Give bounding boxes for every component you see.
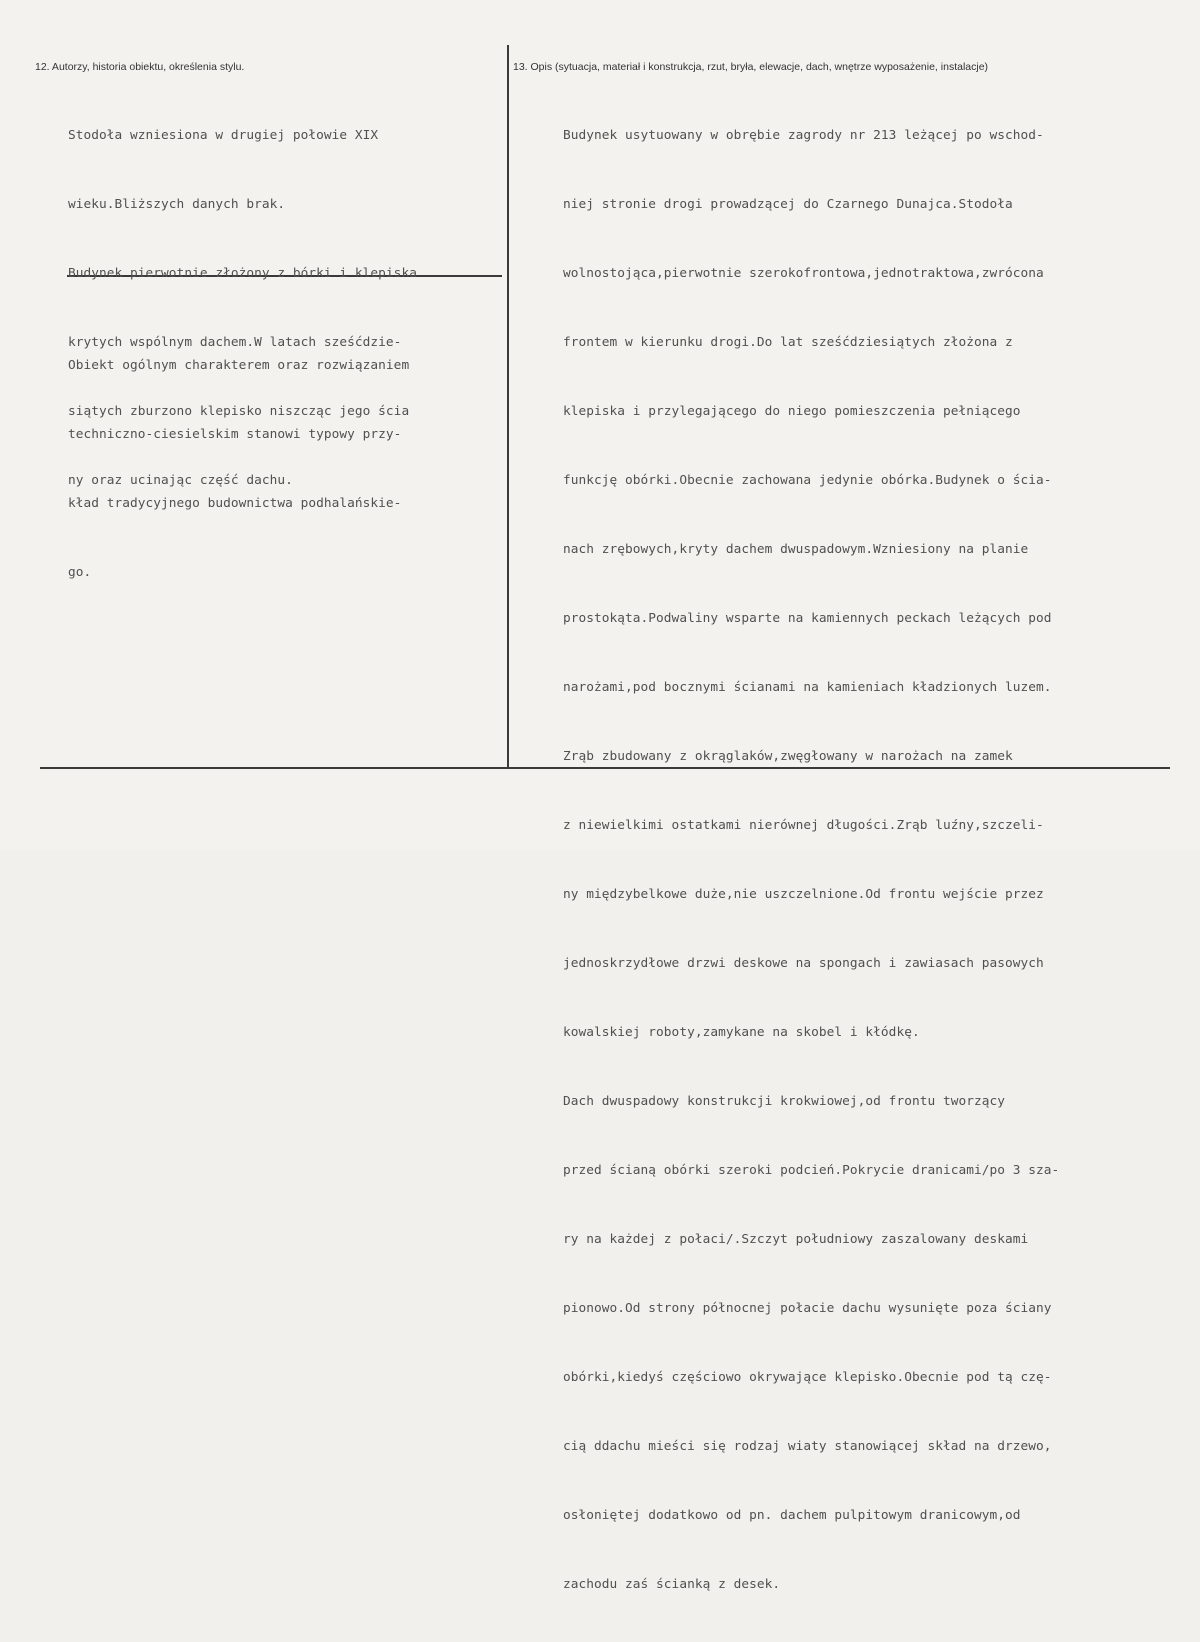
description-line: zachodu zaś ścianką z desek. <box>563 1577 781 1592</box>
assessment-line: kład tradycyjnego budownictwa podhalańskie- <box>68 496 402 511</box>
description-line: funkcję obórki.Obecnie zachowana jedynie obórka.Budynek o ścia- <box>563 473 1052 488</box>
description-line: przed ścianą obórki szeroki podcień.Pokrycie dranicami/po 3 sza- <box>563 1163 1060 1178</box>
description-line: cią ddachu mieści się rodzaj wiaty stanowiącej skład na drzewo, <box>563 1439 1052 1454</box>
description-line: z niewielkimi ostatkami nierównej długości.Zrąb luźny,szczeli- <box>563 818 1044 833</box>
description-line: narożami,pod bocznymi ścianami na kamieniach kładzionych luzem. <box>563 680 1052 695</box>
description-line: Zrąb zbudowany z okrąglaków,zwęgłowany w narożach na zamek <box>563 749 1013 764</box>
assessment-line: techniczno-ciesielskim stanowi typowy przy- <box>68 427 402 442</box>
history-line: ny oraz ucinając część dachu. <box>68 473 293 488</box>
history-line: Stodoła wzniesiona w drugiej połowie XIX <box>68 128 379 143</box>
assessment-line: Obiekt ogólnym charakterem oraz rozwiązaniem <box>68 358 410 373</box>
description-line: pionowo.Od strony północnej połacie dachu wysunięte poza ściany <box>563 1301 1052 1316</box>
history-line: siątych zburzono klepisko niszcząc jego ścia <box>68 404 410 419</box>
history-line: wieku.Bliższych danych brak. <box>68 197 286 212</box>
description-line: klepiska i przylegającego do niego pomieszczenia pełniącego <box>563 404 1021 419</box>
description-line: kowalskiej roboty,zamykane na skobel i kłódkę. <box>563 1025 920 1040</box>
assessment-text <box>68 308 409 630</box>
assessment-line: go. <box>68 565 92 580</box>
description-line: Budynek usytuowany w obrębie zagrody nr 213 leżącej po wschod- <box>563 128 1044 143</box>
description-line: frontem w kierunku drogi.Do lat sześćdziesiątych złożona z <box>563 335 1013 350</box>
description-text <box>563 78 1059 1642</box>
description-line: wolnostojąca,pierwotnie szerokofrontowa,jednotraktowa,zwrócona <box>563 266 1044 281</box>
history-line: Budynek pierwotnie złożony z bórki i klepiska <box>68 266 417 281</box>
description-line: nach zrębowych,kryty dachem dwuspadowym.Wzniesiony na planie <box>563 542 1029 557</box>
section13-heading: 13. Opis (sytuacja, materiał i konstrukcja, rzut, bryła, elewacje, dach, wnętrze wyposażenie, instalacje) <box>513 61 989 73</box>
description-line: Dach dwuspadowy konstrukcji krokwiowej,od frontu tworzący <box>563 1094 1005 1109</box>
description-line: osłoniętej dodatkowo od pn. dachem pulpitowym dranicowym,od <box>563 1508 1021 1523</box>
column-divider <box>507 45 509 768</box>
section12-heading: 12. Autorzy, historia obiektu, określenia stylu. <box>35 61 245 73</box>
description-line: obórki,kiedyś częściowo okrywające klepisko.Obecnie pod tą czę- <box>563 1370 1052 1385</box>
description-line: niej stronie drogi prowadzącej do Czarnego Dunajca.Stodoła <box>563 197 1013 212</box>
description-line: jednoskrzydłowe drzwi deskowe na spongach i zawiasach pasowych <box>563 956 1044 971</box>
description-line: prostokąta.Podwaliny wsparte na kamiennych peckach leżących pod <box>563 611 1052 626</box>
history-line: krytych wspólnym dachem.W latach sześćdzie- <box>68 335 402 350</box>
description-line: ny międzybelkowe duże,nie uszczelnione.Od frontu wejście przez <box>563 887 1044 902</box>
description-line: ry na każdej z połaci/.Szczyt południowy zaszalowany deskami <box>563 1232 1029 1247</box>
